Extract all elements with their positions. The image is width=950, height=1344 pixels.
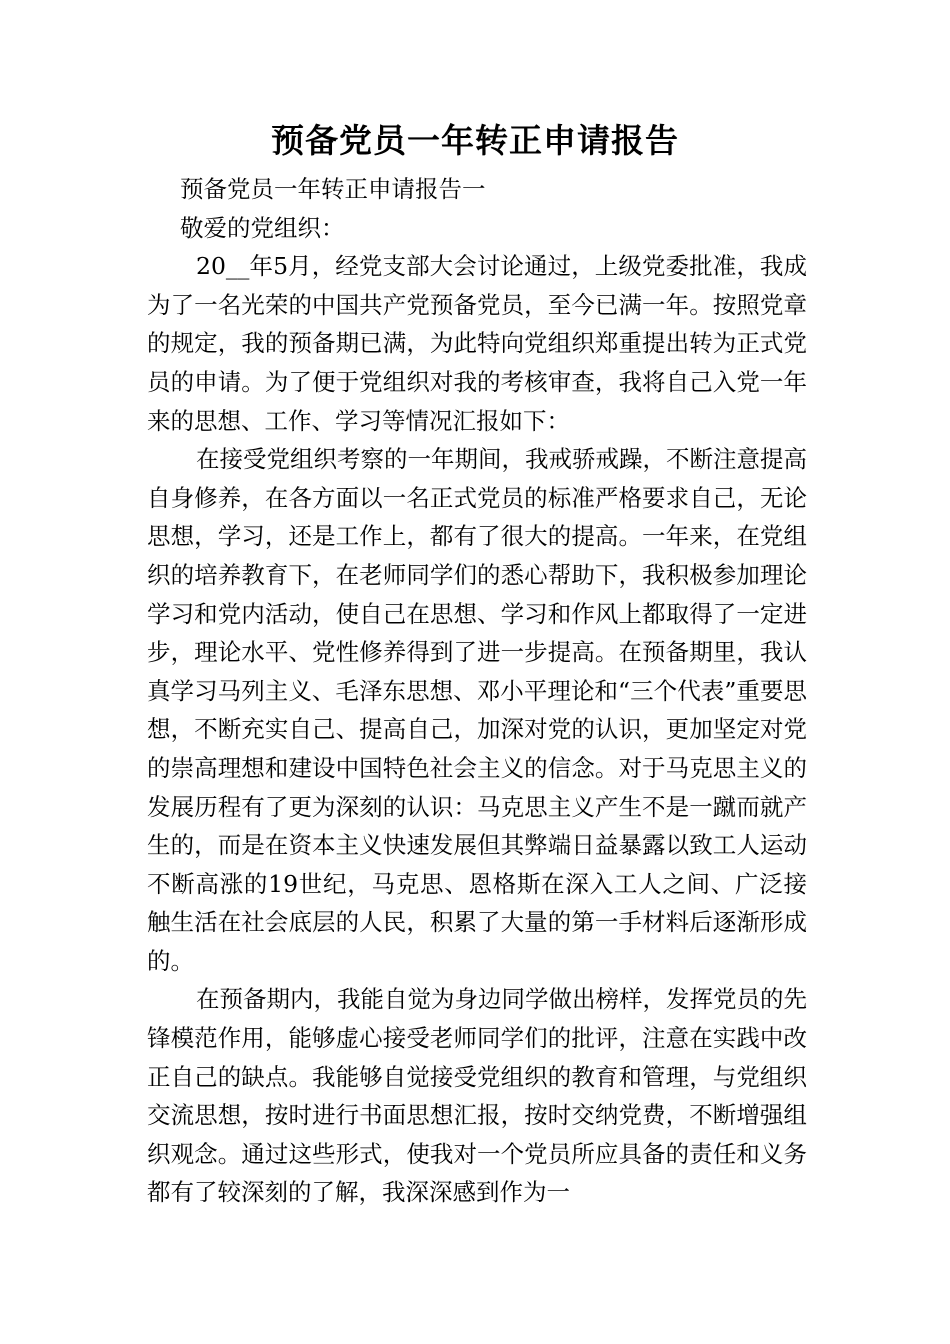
paragraph-1: 20__年5月，经党支部大会讨论通过，上级党委批准，我成为了一名光荣的中国共产党预备党员，至今已满一年。按照党章的规定，我的预备期已满，为此特向党组织郑重提出转为正式党员的申请。为了便于党组织对我的考核审查，我将自己入党一年来的思想、工作、学习等情况汇报如下： bbox=[147, 252, 807, 435]
salutation: 敬爱的党组织： bbox=[180, 213, 345, 242]
document-title: 预备党员一年转正申请报告 bbox=[271, 121, 679, 160]
paragraph-2: 在接受党组织考察的一年期间，我戒骄戒躁，不断注意提高自身修养，在各方面以一名正式党员的标准严格要求自己，无论思想，学习，还是工作上，都有了很大的提高。一年来，在党组织的培养教育下，在老师同学们的悉心帮助下，我积极参加理论学习和党内活动，使自己在思想、学习和作风上都取得了一定进步，理论水平、党性修养得到了进一步提高。在预备期里，我认真学习马列主义、毛泽东思想、邓小平理论和“三个代表”重要思想，不断充实自己、提高自己，加深对党的认识，更加坚定对党的崇高理想和建设中国特色社会主义的信念。对于马克思主义的发展历程有了更为深刻的认识：马克思主义产生不是一蹴而就产生的，而是在资本主义快速发展但其弊端日益暴露以致工人运动不断高涨的19世纪，马克思、恩格斯在深入工人之间、广泛接触生活在社会底层的人民，积累了大量的第一手材料后逐渐形成的。 bbox=[147, 445, 807, 975]
document-subtitle: 预备党员一年转正申请报告一 bbox=[180, 175, 486, 203]
document-body bbox=[147, 170, 807, 1212]
paragraph-3: 在预备期内，我能自觉为身边同学做出榜样，发挥党员的先锋模范作用，能够虚心接受老师同学们的批评，注意在实践中改正自己的缺点。我能够自觉接受党组织的教育和管理，与党组织交流思想，按时进行书面思想汇报，按时交纳党费，不断增强组织观念。通过这些形式，使我对一个党员所应具备的责任和义务都有了较深刻的了解，我深深感到作为一 bbox=[147, 985, 807, 1207]
